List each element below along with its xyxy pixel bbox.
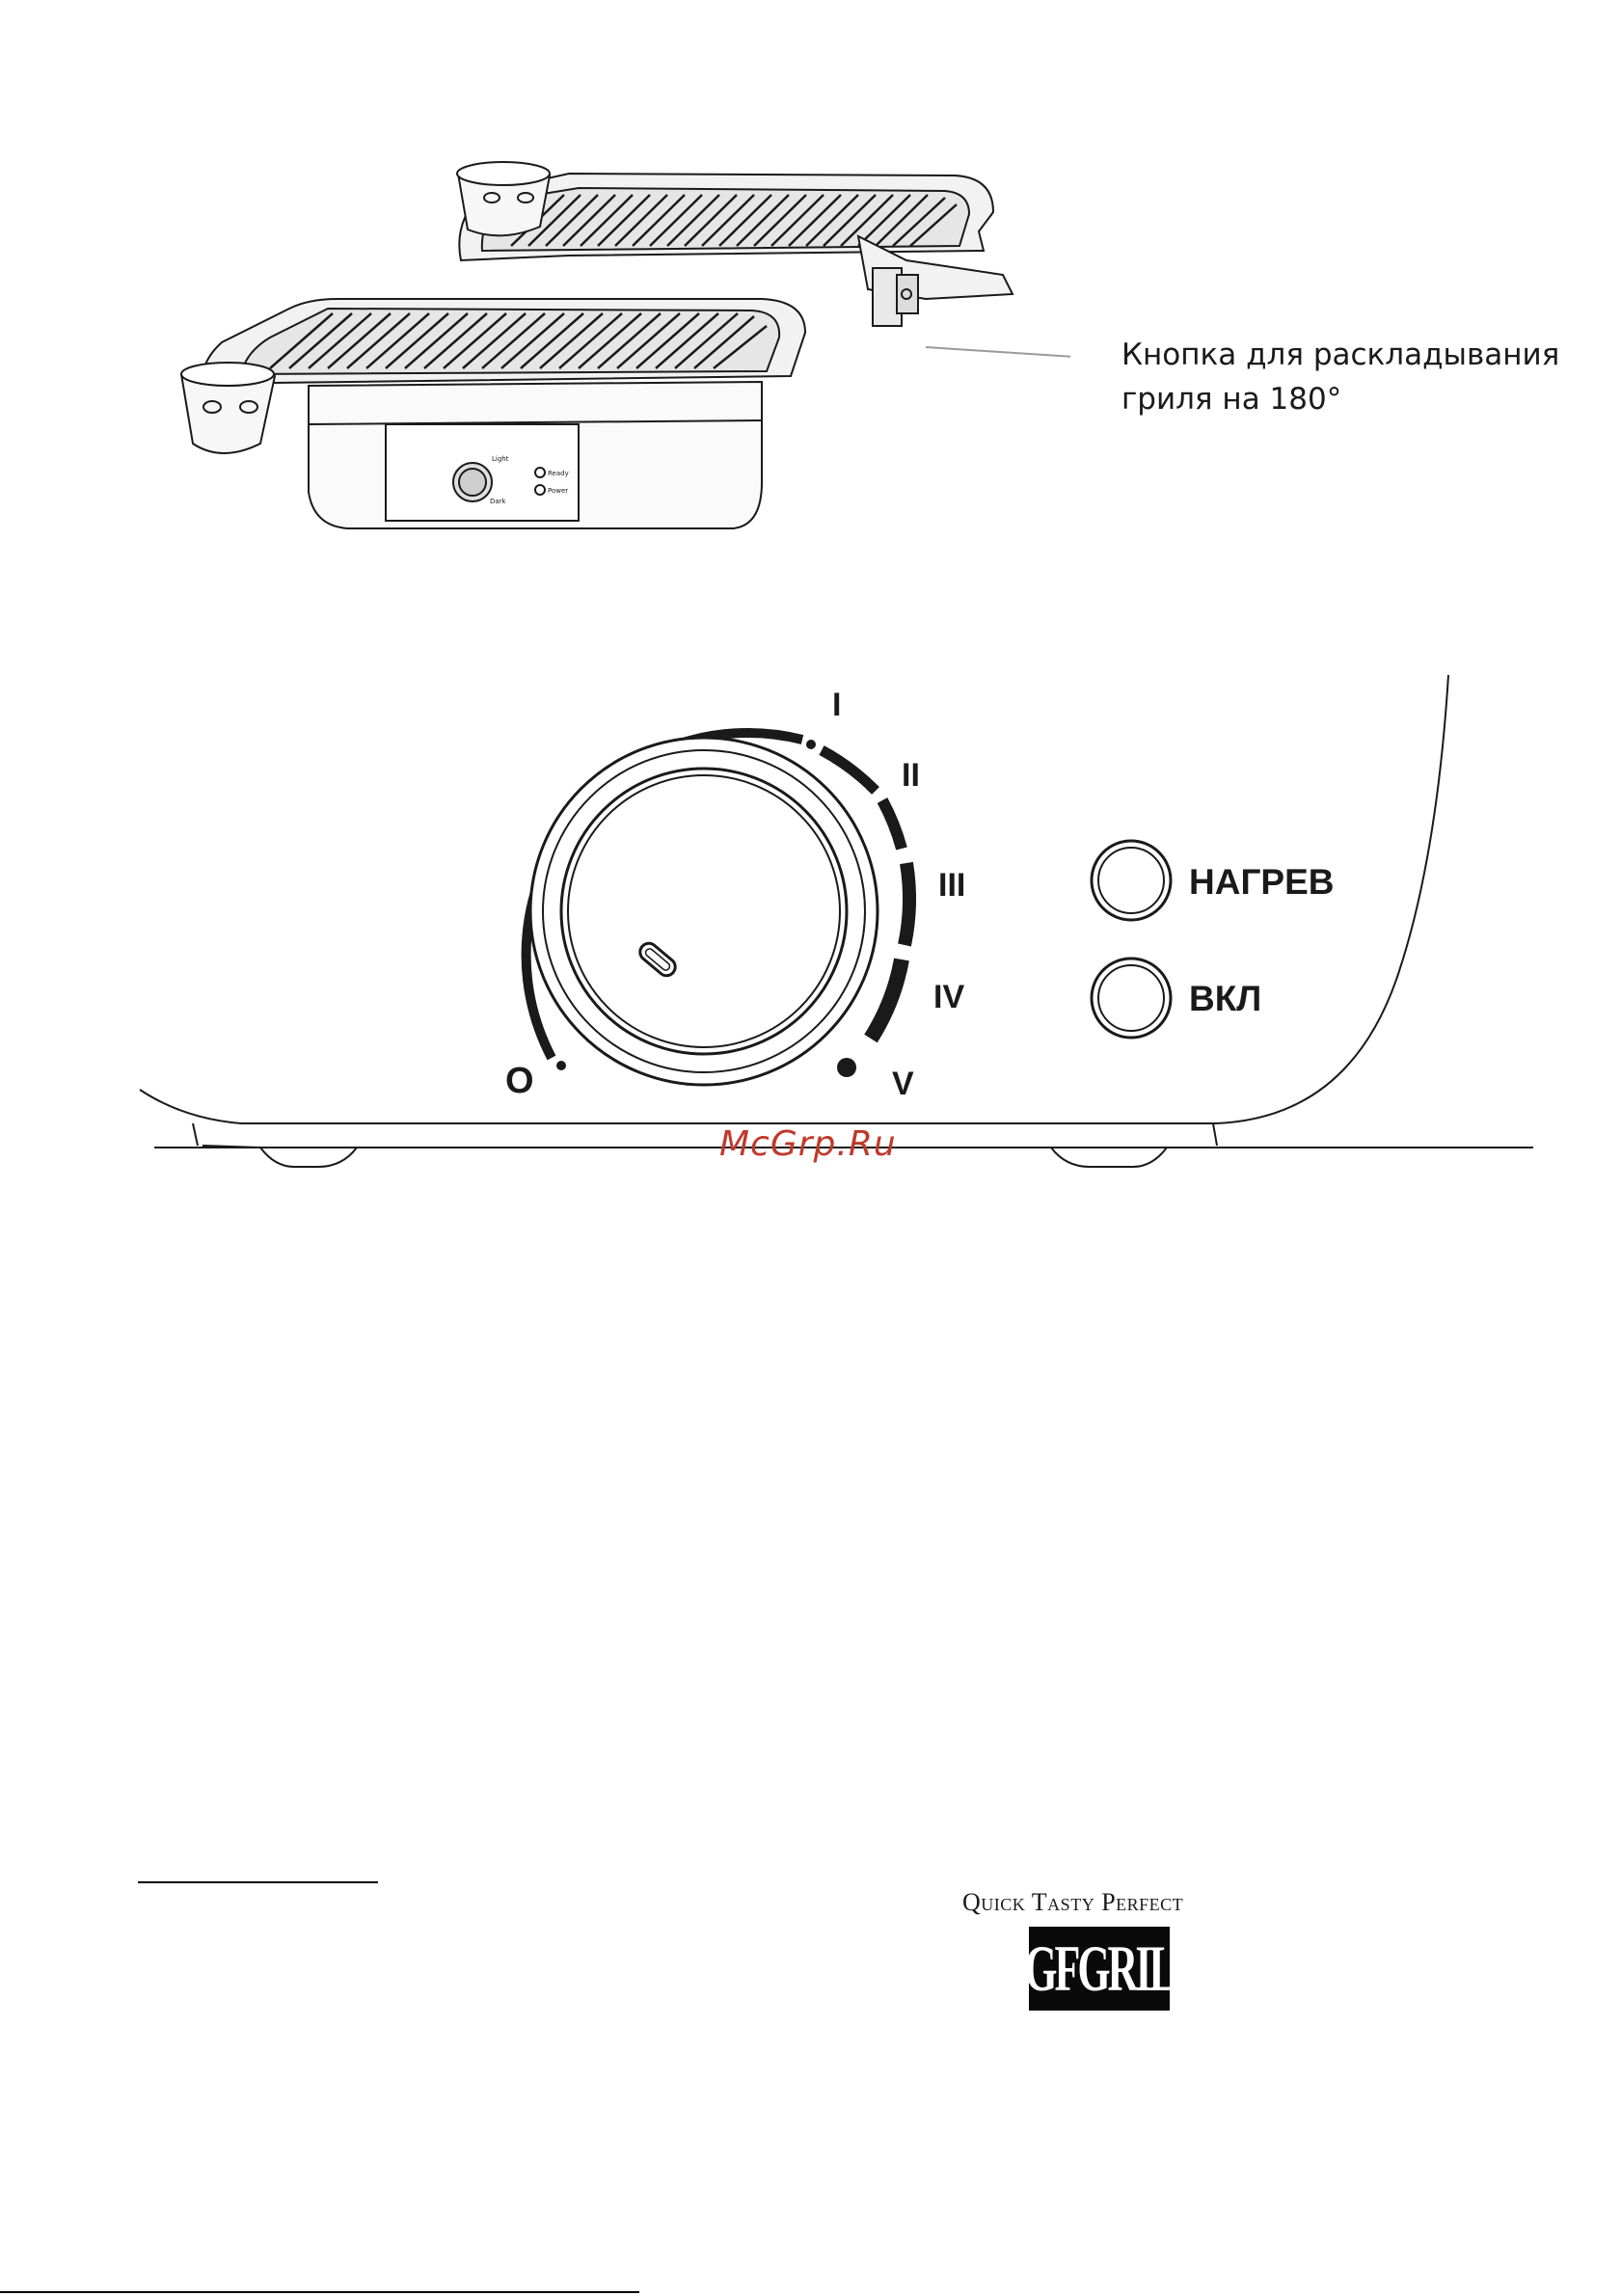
power-indicator-label: ВКЛ xyxy=(1189,979,1262,1018)
knob-light-label: Light xyxy=(492,455,509,463)
bottom-separator xyxy=(0,2291,639,2293)
ready-label: Ready xyxy=(548,470,569,477)
scale-segment-3-4 xyxy=(905,863,909,945)
brand-logo-text: GFGRIL xyxy=(1024,1931,1175,2006)
heat-indicator-light xyxy=(1092,841,1171,920)
footnote-separator xyxy=(138,1881,378,1883)
position-off-dot xyxy=(556,1061,566,1070)
callout-leader-line xyxy=(926,347,1070,359)
control-panel-illustration xyxy=(125,665,1543,1186)
knob-dark-label: Dark xyxy=(490,498,506,505)
scale-label-5: V xyxy=(892,1066,914,1102)
front-drip-cup xyxy=(181,363,275,453)
scale-segment-2-3 xyxy=(882,800,902,849)
grill-illustration xyxy=(164,154,1070,540)
brand-slogan: Quick Tasty Perfect xyxy=(962,1888,1184,1916)
power-label: Power xyxy=(548,487,569,495)
grill-base xyxy=(309,382,762,528)
scale-label-2: II xyxy=(902,757,920,794)
heat-indicator-label: НАГРЕВ xyxy=(1189,862,1335,902)
grill-control-knob xyxy=(453,463,492,501)
scale-label-1: I xyxy=(832,687,842,723)
callout-line-2: гриля на 180° xyxy=(1121,382,1342,417)
scale-label-0: O xyxy=(505,1061,534,1101)
watermark: McGrp.Ru xyxy=(719,1124,897,1164)
temperature-knob xyxy=(530,738,878,1085)
power-indicator-light xyxy=(1092,959,1171,1038)
scale-label-3: III xyxy=(938,867,966,904)
brand-logo xyxy=(1024,1927,1175,2011)
position-max-dot xyxy=(837,1058,856,1077)
rear-drip-cup xyxy=(457,162,550,235)
callout-line-1: Кнопка для раскладывания xyxy=(1121,338,1560,372)
scale-segment-1-2 xyxy=(822,750,876,791)
scale-segment-4-5 xyxy=(871,959,902,1039)
front-grill-plate xyxy=(203,299,805,384)
hinge-button-callout xyxy=(1121,333,1565,421)
position-1-dot xyxy=(806,740,816,749)
scale-label-4: IV xyxy=(933,979,965,1015)
